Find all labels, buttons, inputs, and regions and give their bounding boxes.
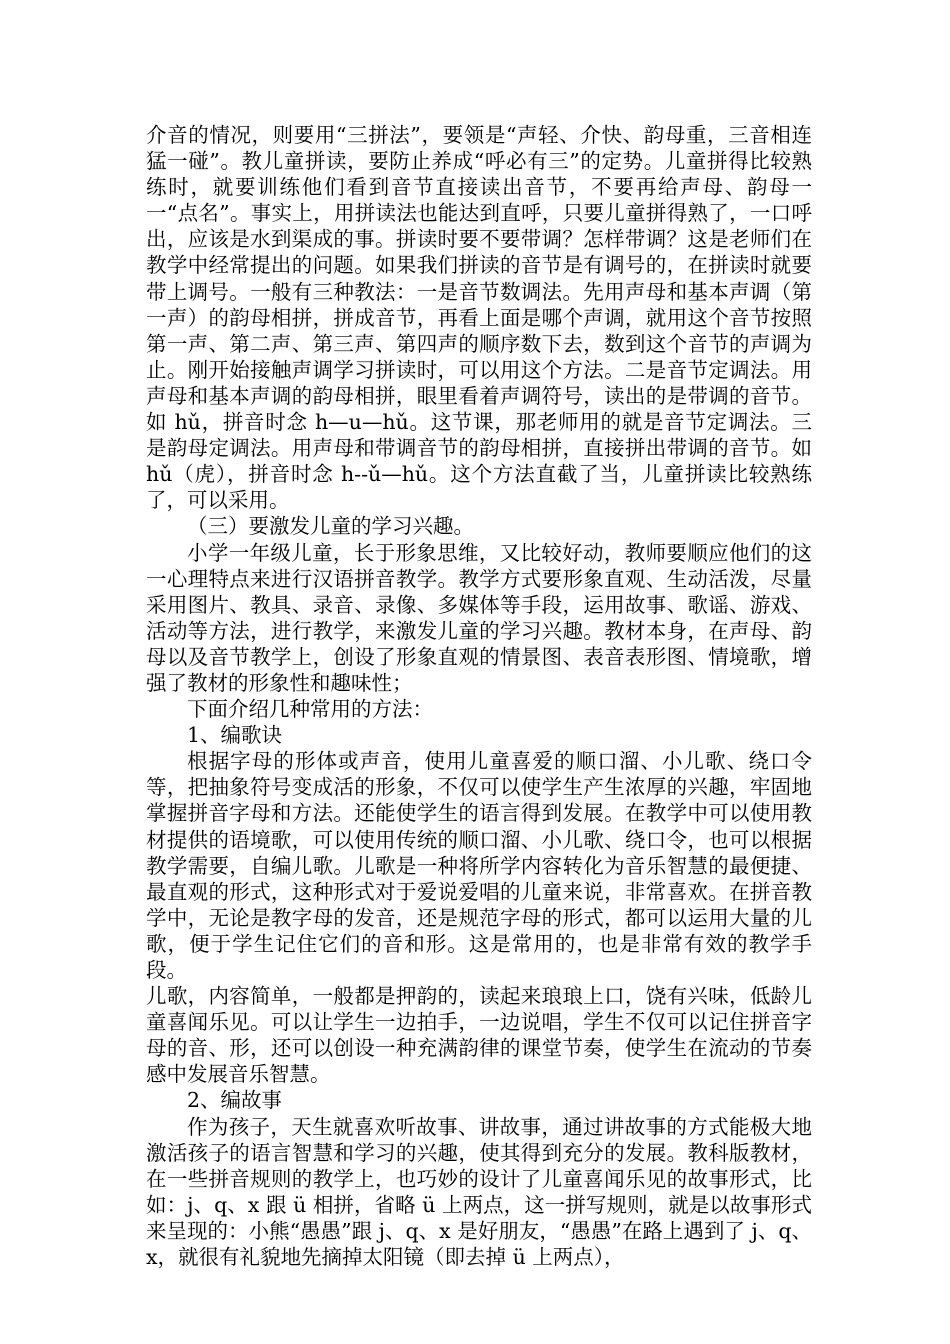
- paragraph-pinyin-methods: 介音的情况，则要用“三拼法”，要领是“声轻、介快、韵母重，三音相连猛一碰”。教儿童拼读，要防止养成“呼必有三”的定势。儿童拼得比较熟练时，就要训练他们看到音节直接读出音节，不要再给声母、韵母一一“点名”。事实上，用拼读法也能达到直呼，只要儿童拼得熟了，一口呼出，应该是水到渠成的事。拼读时要不要带调？怎样带调？这是老师们在教学中经常提出的问题。如果我们拼读的音节是有调号的，在拼读时就要带上调号。一般有三种教法：一是音节数调法。先用声母和基本声调（第一声）的韵母相拼，拼成音节，再看上面是哪个声调，就用这个音节按照第一声、第二声、第三声、第四声的顺序数下去，数到这个音节的声调为止。刚开始接触声调学习拼读时，可以用这个方法。二是音节定调法。用声母和基本声调的韵母相拼，眼里看着声调符号，读出的是带调的音节。如 hǔ，拼音时念 h—u—hǔ。这节课，那老师用的就是音节定调法。三是韵母定调法。用声母和带调音节的韵母相拼，直接拼出带调的音节。如 hǔ（虎），拼音时念 h--ǔ—hǔ。这个方法直截了当，儿童拼读比较熟练了，可以采用。: [146, 123, 812, 513]
- paragraph-songs: 根据字母的形体或声音，使用儿童喜爱的顺口溜、小儿歌、绕口令等，把抽象符号变成活的形象，不仅可以使学生产生浓厚的兴趣，牢固地掌握拼音字母和方法。还能使学生的语言得到发展。在教学中可以使用教材提供的语境歌，可以使用传统的顺口溜、小儿歌、绕口令，也可以根据教学需要，自编儿歌。儿歌是一种将所学内容转化为音乐智慧的最便捷、最直观的形式，这种形式对于爱说爱唱的儿童来说，非常喜欢。在拼音教学中，无论是教字母的发音，还是规范字母的形式，都可以运用大量的儿歌，便于学生记住它们的音和形。这是常用的，也是非常有效的教学手段。: [146, 749, 812, 982]
- paragraph-childrens-songs: 儿歌，内容简单，一般都是押韵的，读起来琅琅上口，饶有兴味，低龄儿童喜闻乐见。可以让学生一边拍手，一边说唱，学生不仅可以记住拼音字母的音、形，还可以创设一种充满韵律的课堂节奏，使学生在流动的节奏感中发展音乐智慧。: [146, 984, 812, 1087]
- paragraph-first-grade: 小学一年级儿童，长于形象思维，又比较好动，教师要顺应他们的这一心理特点来进行汉语拼音教学。教学方式要形象直观、生动活泼，尽量采用图片、教具、录音、录像、多媒体等手段，运用故事、歌谣、游戏、活动等方法，进行教学，来激发儿童的学习兴趣。教材本身，在声母、韵母以及音节教学上，创设了形象直观的情景图、表音表形图、情境歌，增强了教材的形象性和趣味性；: [146, 540, 812, 695]
- subheading-stories: 2、编故事: [187, 1088, 283, 1113]
- paragraph-stories: 作为孩子，天生就喜欢听故事、讲故事，通过讲故事的方式能极大地激活孩子的语言智慧和学习的兴趣，使其得到充分的发展。教科版教材，在一些拼音规则的教学上，也巧妙的设计了儿童喜闻乐见的故事形式，比如：j、q、x 跟 ü 相拼，省略 ü 上两点，这一拼写规则，就是以故事形式来呈现的：小熊“愚愚”跟 j、q、x 是好朋友，“愚愚”在路上遇到了 j、q、x，就很有礼貌地先摘掉太阳镜（即去掉 ü 上两点），: [146, 1114, 812, 1270]
- section-heading-interest: （三）要激发儿童的学习兴趣。: [187, 514, 474, 539]
- document-page: [146, 122, 812, 1270]
- paragraph-methods-intro: 下面介绍几种常用的方法：: [187, 697, 433, 722]
- subheading-songs: 1、编歌诀: [187, 723, 283, 748]
